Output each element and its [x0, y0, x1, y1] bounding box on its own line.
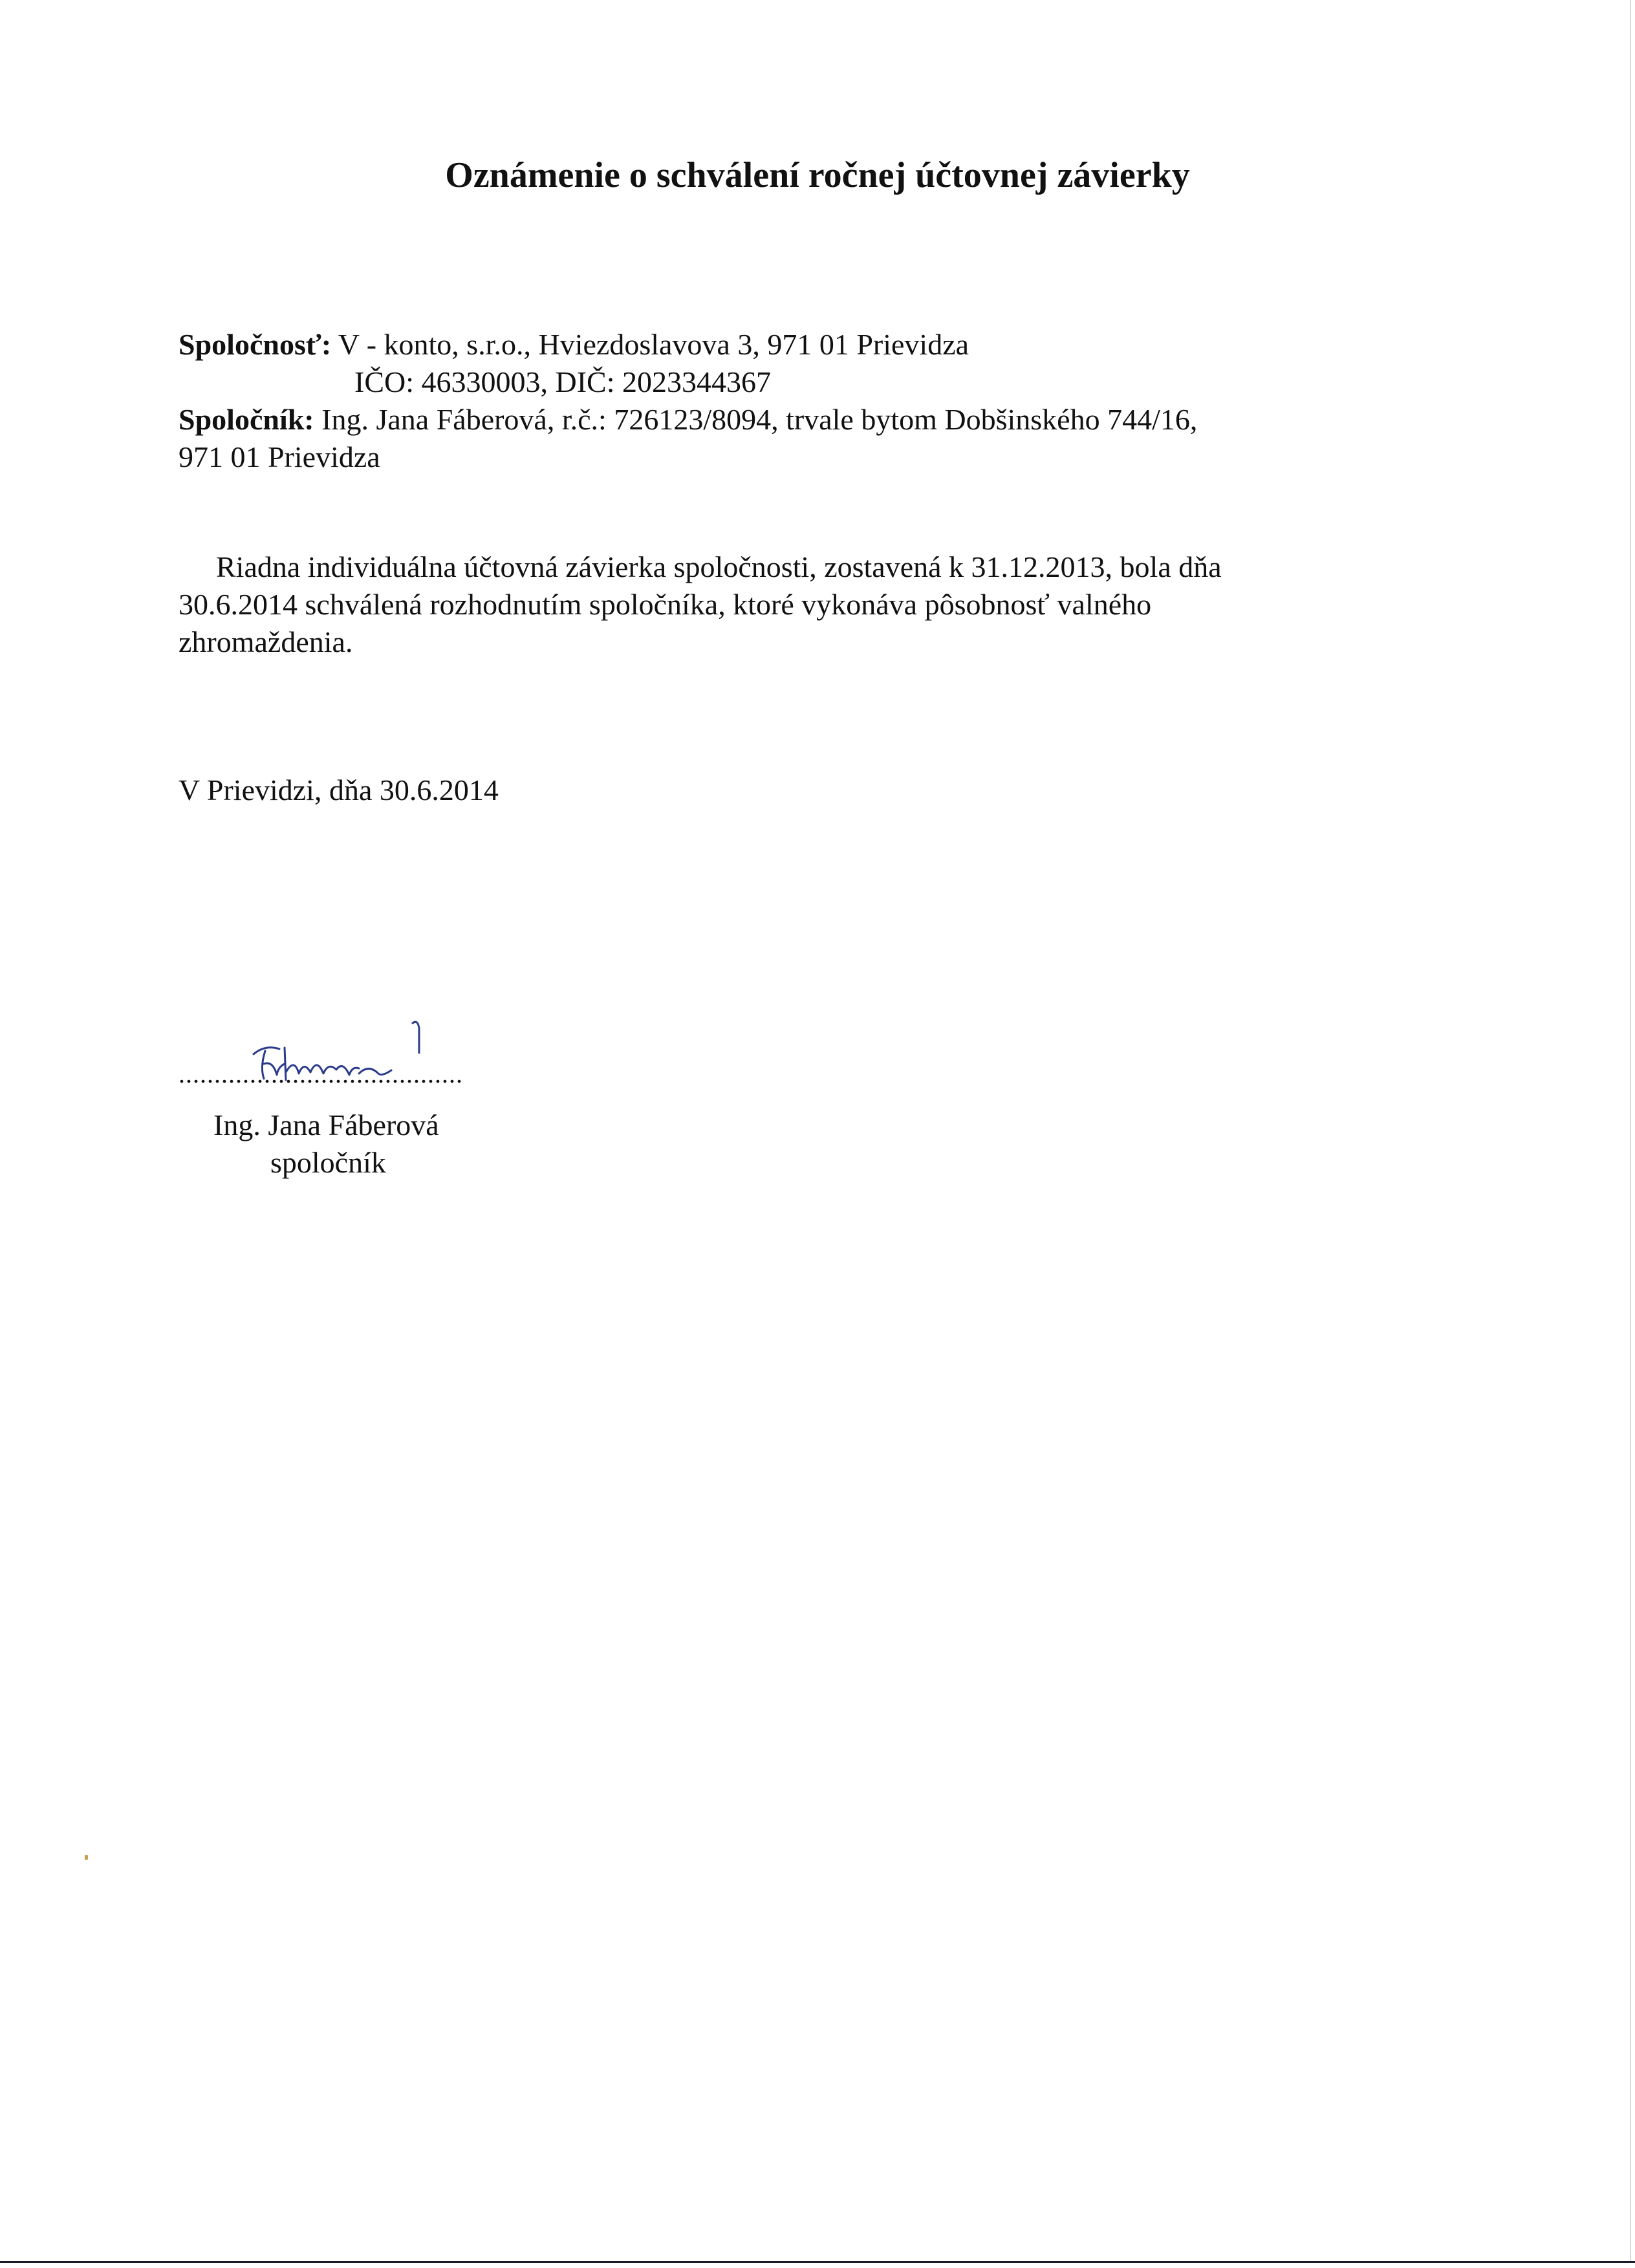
scan-edge-bottom [0, 2261, 1635, 2263]
partner-address: 971 01 Prievidza [179, 440, 380, 473]
signer-name: Ing. Jana Fáberová [213, 1108, 439, 1141]
company-value: V - konto, s.r.o., Hviezdoslavova 3, 971 01 Prievidza [331, 328, 969, 361]
partner-value: Ing. Jana Fáberová, r.č.: 726123/8094, trvale bytom Dobšinského 744/16, [314, 403, 1198, 436]
company-label: Spoločnosť: [179, 328, 332, 361]
company-line [179, 327, 969, 362]
place-date: V Prievidzi, dňa 30.6.2014 [179, 773, 499, 806]
body-line-2: 30.6.2014 schválená rozhodnutím spoločníka, ktoré vykonáva pôsobnosť valného [179, 588, 1152, 621]
partner-label: Spoločník: [179, 403, 314, 436]
body-line-1: Riadna individuálna účtovná závierka spoločnosti, zostavená k 31.12.2013, bola dňa [216, 550, 1222, 583]
body-line-3: zhromaždenia. [179, 625, 353, 658]
signature-line: ........................................ [179, 1059, 463, 1088]
document-title: Oznámenie o schválení ročnej účtovnej závierky [445, 155, 1190, 195]
company-ids: IČO: 46330003, DIČ: 2023344367 [354, 365, 771, 398]
partner-line [179, 402, 1197, 437]
signer-role: spoločník [270, 1146, 386, 1179]
scan-edge-right [1630, 0, 1631, 2261]
scan-speck [85, 1855, 88, 1860]
